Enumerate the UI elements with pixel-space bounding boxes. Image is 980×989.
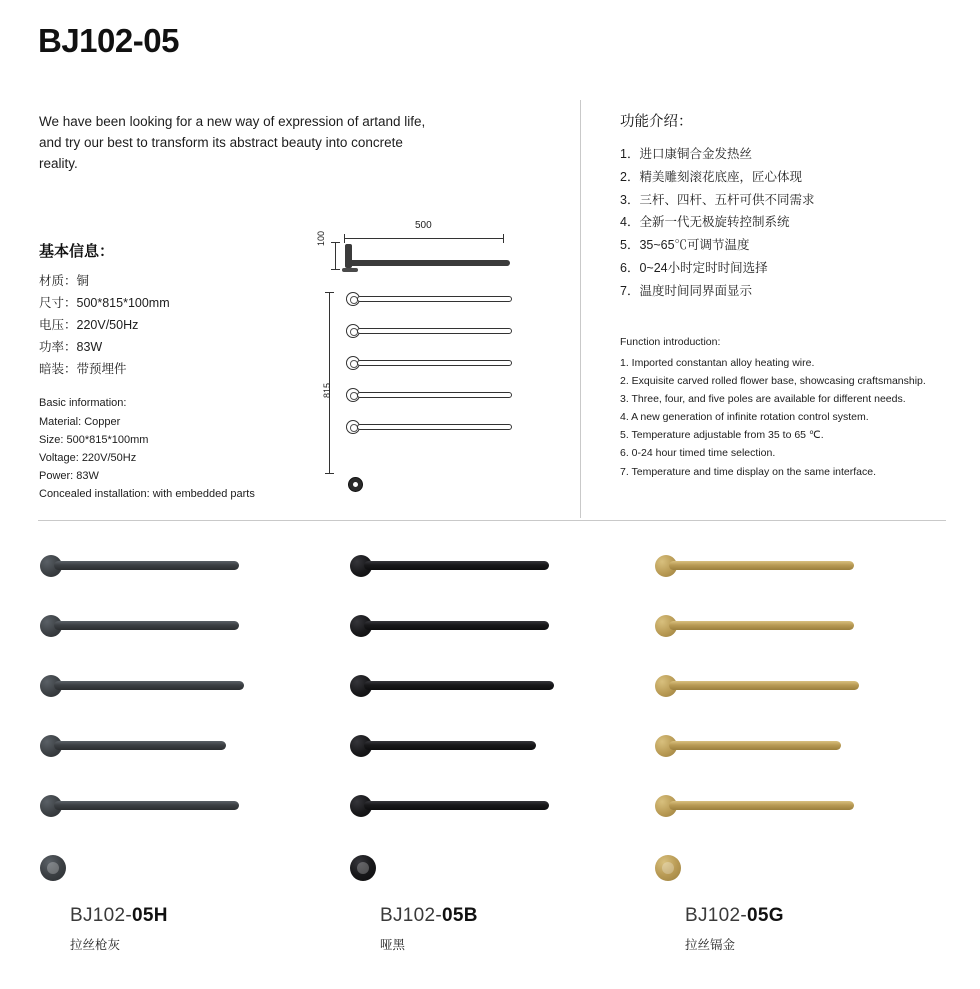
product-bar-rod [364,801,549,810]
product-bar-rod [669,801,854,810]
basic-information-block [39,240,339,503]
bar-rod [357,328,512,334]
page-title: BJ102-05 [38,22,179,59]
basic-info-list-en [39,394,339,503]
function-item-en: 4. A new generation of infinite rotation control system. [620,411,869,424]
model-prefix: BJ102- [380,905,443,926]
variant-model [685,905,784,927]
technical-drawing [316,220,570,490]
dimension-width-line [344,238,504,239]
horizontal-divider [38,520,946,521]
functions-panel [620,110,950,481]
model-suffix: 05B [442,905,478,926]
product-bar-rod [669,621,854,630]
product-bar-rod [54,621,239,630]
product-bar-rod [54,801,239,810]
product-control-knob [40,855,66,881]
basic-info-line: 功率：83W [39,339,103,354]
bar-rod [357,392,512,398]
function-item: 3．三杆、四杆、五杆可供不同需求 [620,192,815,207]
function-item: 5．35~65℃可调节温度 [620,238,750,252]
product-bar-rod [364,681,554,690]
basic-info-heading-en: Basic information: [39,397,127,410]
basic-info-line-en: Power: 83W [39,469,99,482]
top-view-rod [345,260,510,266]
bar-rod [357,424,512,430]
function-item: 2．精美雕刻滚花底座，匠心体现 [620,169,802,184]
basic-info-line: 尺寸：500*815*100mm [39,295,170,310]
functions-heading-cn: 功能介绍： [620,114,693,130]
basic-info-line: 暗装：带预埋件 [39,361,127,376]
function-item: 6．0~24小时定时时间选择 [620,260,768,275]
product-photo [350,555,590,885]
functions-list-en [620,354,950,480]
variant-labels [70,905,168,953]
dimension-depth-line [335,242,336,270]
function-item-en: 7. Temperature and time display on the same interface. [620,465,877,478]
basic-info-heading-cn: 基本信息： [39,243,115,260]
basic-info-line: 材质：铜 [39,274,90,288]
variant-card[interactable] [655,555,955,989]
variant-model [380,905,478,927]
variants-gallery [0,555,980,989]
control-knob-icon [348,477,363,492]
variant-finish: 拉丝镉金 [685,938,736,952]
drawing-top-view [342,242,512,274]
variant-finish: 拉丝枪灰 [70,938,121,952]
intro-paragraph: We have been looking for a new way of expression of artand life, and try our best to transform its abstract beauty into concrete reality. [39,114,426,171]
product-photo [655,555,895,885]
upper-section [0,100,980,520]
product-bar-rod [669,741,841,750]
dimension-height-label: 815 [322,382,332,398]
variant-labels [380,905,478,953]
bar-rod [357,360,512,366]
product-bar-rod [54,741,226,750]
dimension-width-label: 500 [415,220,432,231]
function-item-en: 3. Three, four, and five poles are available for different needs. [620,393,906,406]
basic-info-list-cn [39,271,339,380]
function-item-en: 1. Imported constantan alloy heating wire. [620,357,815,370]
product-bar-rod [364,621,549,630]
basic-info-line-en: Concealed installation: with embedded parts [39,488,255,501]
basic-info-line-en: Material: Copper [39,415,121,428]
functions-heading-en: Function introduction: [620,336,721,349]
product-bar-rod [54,681,244,690]
basic-info-line: 电压：220V/50Hz [39,317,139,332]
function-item: 4．全新一代无极旋转控制系统 [620,215,790,230]
dimension-depth-label: 100 [316,230,326,246]
function-item-en: 5. Temperature adjustable from 35 to 65 ℃. [620,429,824,442]
product-bar-rod [364,741,536,750]
product-bar-rod [54,561,239,570]
vertical-divider [580,100,581,518]
basic-info-line-en: Voltage: 220V/50Hz [39,451,137,464]
variant-labels [685,905,784,953]
variant-card[interactable] [350,555,650,989]
bar-rod [357,296,512,302]
model-prefix: BJ102- [70,905,133,926]
product-bar-rod [364,561,549,570]
model-prefix: BJ102- [685,905,748,926]
drawing-front-view [346,292,546,482]
variant-model [70,905,168,927]
product-photo [40,555,280,885]
product-control-knob [655,855,681,881]
functions-list-cn [620,143,950,302]
top-view-base [342,268,358,272]
product-control-knob [350,855,376,881]
function-item-en: 2. Exquisite carved rolled flower base, showcasing craftsmanship. [620,375,926,388]
variant-card[interactable] [40,555,340,989]
model-suffix: 05G [747,905,784,926]
function-item-en: 6. 0-24 hour timed time selection. [620,447,776,460]
variant-finish: 哑黑 [380,938,406,952]
function-item: 7．温度时间同界面显示 [620,283,752,298]
function-item: 1．进口康铜合金发热丝 [620,147,752,161]
model-suffix: 05H [132,905,168,926]
basic-info-line-en: Size: 500*815*100mm [39,433,149,446]
product-bar-rod [669,561,854,570]
product-bar-rod [669,681,859,690]
